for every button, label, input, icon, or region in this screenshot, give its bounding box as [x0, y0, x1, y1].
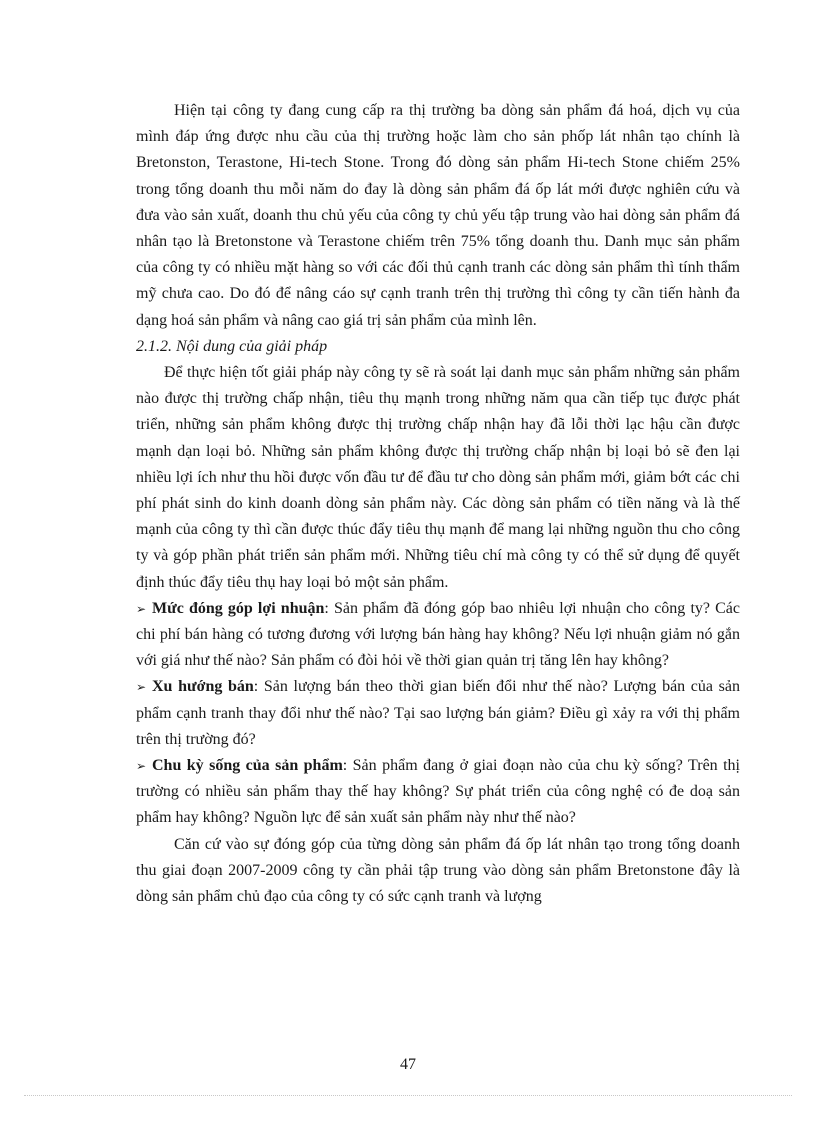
bullet-lead: Chu kỳ sống của sản phẩm — [152, 757, 343, 775]
bullet-text: : Sản phẩm đã đóng góp bao nhiêu lợi nhuận cho công ty? Các chi phí bán hàng có tương đương với lượng bán hàng hay không? Nếu lợi nhuận giảm nó gắn với giá như thế nào? Sản phẩm có đòi hỏi về thời gian quản trị tăng lên hay không? — [136, 599, 741, 670]
footer-divider — [24, 1095, 792, 1096]
arrow-bullet-icon: ➢ — [136, 759, 147, 774]
bullet-lead: Mức đóng góp lợi nhuận — [152, 599, 325, 617]
arrow-bullet-icon: ➢ — [136, 601, 147, 616]
bullet-lead: Xu hướng bán — [152, 678, 254, 696]
section-heading: 2.1.2. Nội dung của giải pháp — [136, 337, 328, 355]
bullet-text: : Sản lượng bán theo thời gian biến đổi như thế nào? Lượng bán của sản phẩm cạnh tranh thay đổi như thế nào? Tại sao lượng bán giảm? Điều gì xảy ra với thị phẩm trên thị trường đó? — [136, 678, 740, 748]
paragraph-solution-content: Để thực hiện tốt giải pháp này công ty sẽ rà soát lại danh mục sản phẩm những sản phẩm nào được thị trường chấp nhận, tiêu thụ mạnh trong những năm qua cần tiếp tục được phát triển, những sản phẩm không được thị trường chấp nhận hay đã lỗi thời lạc hậu cần được mạnh dạn loại bỏ. Những sản phẩm không được thị trường chấp nhận bị loại bỏ sẽ đen lại nhiều lợi ích như thu hồi được vốn đầu tư để đầu tư cho dòng sản phẩm mới, giảm bớt các chi phí phát sinh do kinh doanh dòng sản phẩm này. Các dòng sản phẩm có tiền năng và là thế mạnh của công ty thì cần được thúc đẩy tiêu thụ mạnh để mang lại những nguồn thu cho công ty và góp phần phát triển sản phẩm mới. Những tiêu chí mà công ty có thể sử dụng để quyết định thúc đẩy tiêu thụ hay loại bỏ một sản phẩm. — [136, 364, 740, 591]
bullet-product-life-cycle — [136, 753, 740, 832]
page-number: 47 — [400, 1056, 416, 1073]
bullet-sales-trend — [136, 674, 740, 753]
page-body — [136, 98, 740, 910]
bullet-profit-contribution — [136, 596, 740, 675]
bullet-text: : Sản phẩm đang ở giai đoạn nào của chu kỳ sống? Trên thị trường có nhiều sản phẩm thay thế hay không? Sự phát triển của công nghệ có đe doạ sản phẩm hay không? Nguồn lực để sản xuất sản phẩm này như thế nào? — [136, 757, 741, 827]
paragraph-product-lines: Hiện tại công ty đang cung cấp ra thị trường ba dòng sản phẩm đá hoá, dịch vụ của mình đáp ứng được nhu cầu của thị trường hoặc làm cho sản phốp lát nhân tạo chính là Bretonston, Terastone, Hi-tech Stone. Trong đó dòng sản phẩm Hi-tech Stone chiếm 25% trong tổng doanh thu mỗi năm do đay là dòng sản phẩm đá ốp lát mới được nghiên cứu và đưa vào sản xuất, doanh thu chủ yếu của công ty chủ yếu tập trung vào hai dòng sản phẩm đá nhân tạo là Bretonstone và Terastone chiếm trên 75% tổng doanh thu. Danh mục sản phẩm của công ty có nhiều mặt hàng so với các đối thủ cạnh tranh các dòng sản phẩm thì tính thẩm mỹ chưa cao. Do đó để nâng cáo sự cạnh tranh trên thị trường thì công ty cần tiến hành đa dạng hoá sản phẩm và nâng cao giá trị sản phẩm của mình lên. — [136, 102, 740, 329]
paragraph-conclusion: Căn cứ vào sự đóng góp của từng dòng sản phẩm đá ốp lát nhân tạo trong tổng doanh thu giai đoạn 2007-2009 công ty cần phải tập trung vào dòng sản phẩm Bretonstone đây là dòng sản phẩm chủ đạo của công ty có sức cạnh tranh và lượng — [136, 835, 740, 906]
arrow-bullet-icon: ➢ — [136, 680, 147, 695]
